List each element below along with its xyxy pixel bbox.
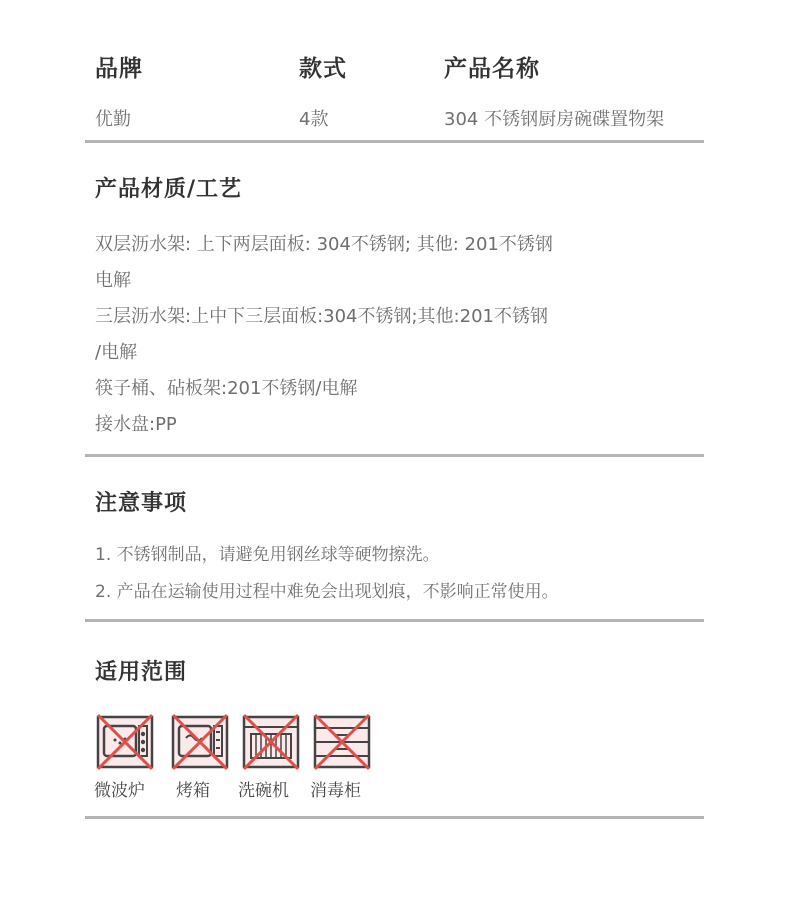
sterilizer-cabinet-icon: [312, 712, 372, 772]
material-line: 接水盘:PP: [95, 414, 177, 435]
oven-icon: [170, 712, 230, 772]
note-item: 1. 不锈钢制品，请避免用钢丝球等硬物擦洗。: [95, 545, 440, 565]
note-item: 2. 产品在运输使用过程中难免会出现划痕，不影响正常使用。: [95, 582, 559, 602]
usage-title: 适用范围: [95, 660, 188, 685]
microwave-item: [94, 712, 157, 801]
microwave-icon: [95, 712, 155, 772]
divider-3: [85, 619, 704, 622]
material-title: 产品材质/工艺: [95, 177, 243, 202]
sterilizer-label: 消毒柜: [310, 781, 361, 801]
notes-list: [95, 537, 559, 611]
sterilizer-item: [310, 712, 374, 801]
material-line: 双层沥水架: 上下两层面板: 304不锈钢; 其他: 201不锈钢: [95, 234, 553, 255]
material-line: 电解: [95, 270, 131, 291]
oven-label: 烤箱: [176, 781, 210, 801]
style-label: 款式: [299, 56, 347, 82]
material-line: /电解: [95, 342, 138, 363]
brand-value: 优勤: [95, 109, 131, 130]
oven-item: [170, 712, 232, 801]
usage-icons: [95, 712, 395, 802]
style-value: 4款: [299, 109, 329, 130]
divider-2: [85, 454, 704, 457]
dishwasher-item: [238, 712, 303, 801]
notes-title: 注意事项: [95, 491, 188, 516]
material-line: 三层沥水架:上中下三层面板:304不锈钢;其他:201不锈钢: [95, 306, 548, 327]
dishwasher-icon: [241, 712, 301, 772]
material-list: [95, 227, 553, 443]
brand-label: 品牌: [95, 56, 143, 82]
product-name-value: 304 不锈钢厨房碗碟置物架: [444, 109, 665, 130]
divider-1: [85, 140, 704, 143]
microwave-label: 微波炉: [94, 781, 145, 801]
dishwasher-label: 洗碗机: [238, 781, 289, 801]
product-name-label: 产品名称: [444, 56, 540, 82]
material-line: 筷子桶、砧板架:201不锈钢/电解: [95, 378, 358, 399]
divider-4: [85, 816, 704, 819]
